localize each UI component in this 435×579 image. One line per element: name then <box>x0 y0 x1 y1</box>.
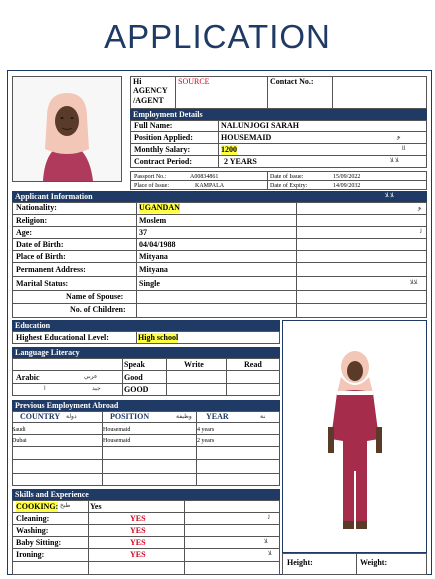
arabic-glyph: ﻃﺒﺦ <box>60 503 71 509</box>
date-expiry-value: 14/09/2032 <box>333 183 361 189</box>
marital-label: Marital Status: <box>16 279 69 288</box>
arabic-glyph: ﻟﺍ <box>402 146 406 152</box>
abroad-row-1-country: Saudi <box>12 427 26 433</box>
language-row-1-name: Arabic <box>16 373 40 382</box>
country-header: COUNTRY <box>20 412 61 421</box>
abroad-row-2-year: 2 years <box>197 438 215 444</box>
arabic-glyph: ﻮ <box>397 134 401 140</box>
arabic-glyph: ﻼ ﻼ <box>385 193 394 199</box>
position-header: POSITION <box>110 412 150 421</box>
arabic-glyph: ﻟ <box>420 229 422 235</box>
washing-label: Washing: <box>16 526 49 535</box>
dob-value: 04/04/1988 <box>139 240 176 249</box>
nationality-value: UGANDAN <box>139 203 180 212</box>
education-level-label: Highest Educational Level: <box>16 333 109 342</box>
age-label: Age: <box>16 228 32 237</box>
skills-header: Skills and Experience <box>12 489 280 500</box>
position-label: Position Applied: <box>134 133 193 142</box>
children-label: No. of Children: <box>70 305 126 314</box>
arabic-glyph: ﻟ <box>268 515 270 521</box>
pob-label: Place of Birth: <box>16 252 66 261</box>
read-header: Read <box>244 360 262 369</box>
position-value: HOUSEMAID <box>221 133 272 142</box>
arabic-glyph: ﻼﻼ <box>410 280 418 286</box>
religion-label: Religion: <box>16 216 48 225</box>
write-header: Write <box>184 360 204 369</box>
cleaning-label: Cleaning: <box>16 514 50 523</box>
baby-sitting-label: Baby Sitting: <box>16 538 62 547</box>
education-header: Education <box>12 320 280 331</box>
address-value: Mityana <box>139 265 168 274</box>
religion-value: Moslem <box>139 216 167 225</box>
passport-no-label: Passport No.: <box>134 174 167 180</box>
portrait-image <box>13 77 121 181</box>
date-issue-value: 15/09/2022 <box>333 174 361 180</box>
cooking-label: COOKING: <box>16 502 59 511</box>
employment-details-header: Employment Details <box>130 109 427 120</box>
arabic-glyph: ﻭﻇﻴﻔﺔ <box>176 414 192 420</box>
applicant-info-header: Applicant Information <box>12 191 427 202</box>
place-of-issue-value: KAMPALA <box>195 183 225 189</box>
salary-value: 1200 <box>221 145 237 154</box>
full-name-value: NALUNJOGI SARAH <box>221 121 300 130</box>
contract-value: 2 YEARS <box>224 157 257 166</box>
abroad-row-1-position: Housemaid <box>103 427 131 433</box>
employment-abroad-header: Previous Employment Abroad <box>12 400 280 411</box>
dob-label: Date of Birth: <box>16 240 64 249</box>
passport-no-value: A00834861 <box>190 174 219 180</box>
date-issue-label: Date of Issue: <box>270 174 304 180</box>
abroad-row-2-position: Housemaid <box>103 438 131 444</box>
source-label: SOURCE <box>178 77 210 86</box>
weight-label: Weight: <box>360 558 388 567</box>
place-of-issue-label: Place of Issue: <box>134 183 169 189</box>
abroad-row-1-year: 4 years <box>197 427 215 433</box>
washing-value: YES <box>130 526 146 535</box>
contract-label: Contract Period: <box>134 157 192 166</box>
date-expiry-label: Date of Expiry: <box>270 183 308 189</box>
salary-label: Monthly Salary: <box>134 145 191 154</box>
arabic-glyph: ﻨﺔ <box>260 414 266 420</box>
arabic-glyph: ﻋﺮﺑﻲ <box>84 374 98 380</box>
language-row-2-speak: GOOD <box>124 385 149 394</box>
ironing-value: YES <box>130 550 146 559</box>
address-label: Permanent Address: <box>16 265 86 274</box>
pob-value: Mityana <box>139 252 168 261</box>
cleaning-value: YES <box>130 514 146 523</box>
agency-label-line2: AGENCY <box>133 86 168 95</box>
language-row-1-speak: Good <box>124 373 143 382</box>
arabic-glyph: ﻼ ﻼ <box>390 158 399 164</box>
language-header: Language Literacy <box>12 347 280 358</box>
height-label: Height: <box>287 558 313 567</box>
ironing-label: Ironing: <box>16 550 45 559</box>
arabic-glyph: ﻼ <box>264 539 268 545</box>
nationality-label: Nationality: <box>16 203 57 212</box>
education-level-value: High school <box>138 333 179 342</box>
spouse-label: Name of Spouse: <box>66 292 124 301</box>
abroad-row-2-country: Dubai <box>12 438 27 444</box>
full-name-label: Full Name: <box>134 121 173 130</box>
arabic-glyph: ﻼ <box>268 551 272 557</box>
portrait-photo <box>12 76 122 182</box>
arabic-glyph: ﺟﻴﺪ <box>92 386 101 392</box>
arabic-glyph: ﺩﻭﻟﺔ <box>66 414 77 420</box>
cooking-value: Yes <box>90 502 102 511</box>
marital-value: Single <box>139 279 160 288</box>
agency-label-line3: /AGENT <box>133 96 164 105</box>
arabic-glyph: ﻮ <box>418 205 422 211</box>
baby-sitting-value: YES <box>130 538 146 547</box>
arabic-glyph: ﺍ <box>44 386 46 392</box>
year-header: YEAR <box>206 412 229 421</box>
speak-header: Speak <box>124 360 145 369</box>
age-value: 37 <box>139 228 147 237</box>
full-body-image <box>283 321 426 552</box>
full-body-photo <box>282 320 427 553</box>
page-title: APPLICATION <box>104 18 331 55</box>
agency-label-line1: Hi <box>133 77 142 86</box>
contact-label: Contact No.: <box>270 77 314 86</box>
